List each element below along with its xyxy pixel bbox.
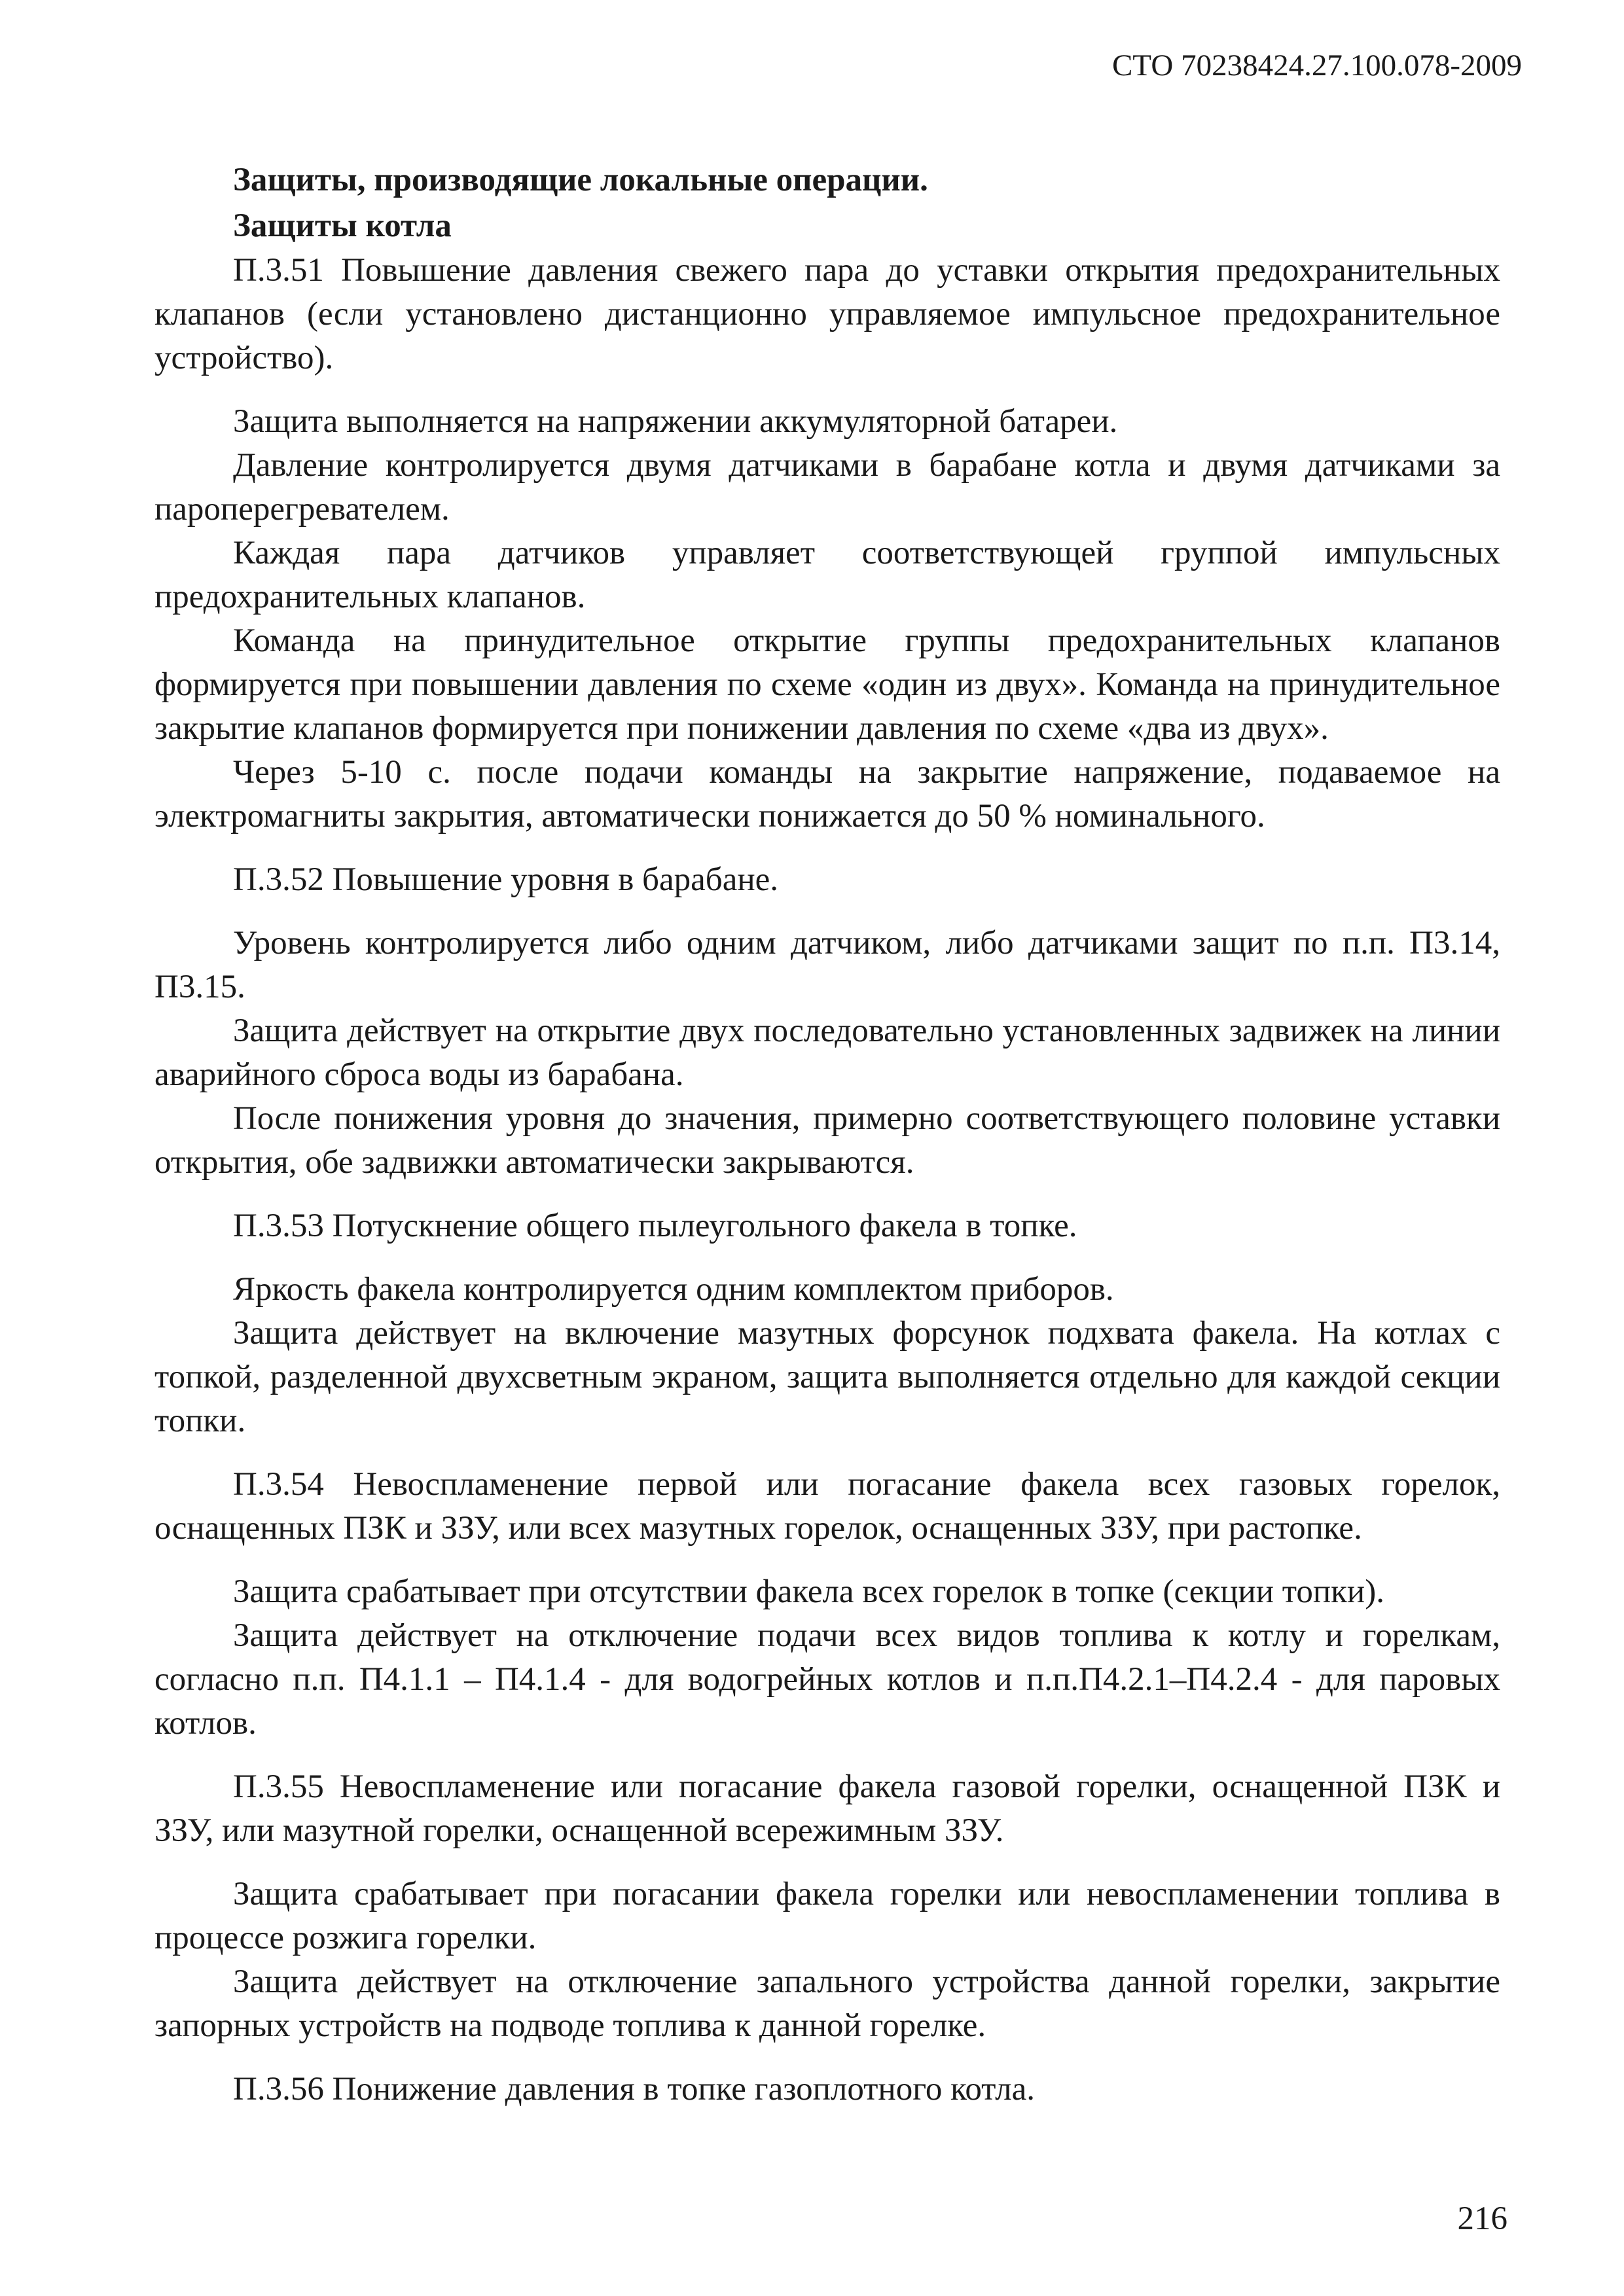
paragraph: Яркость факела контролируется одним комплектом приборов. [233,1271,1114,1308]
paragraph: Уровень контролируется либо одним датчиком, либо датчиками защит по п.п. П3.14, П3.15. [154,925,1500,1005]
paragraph: Через 5-10 с. после подачи команды на закрытие напряжение, подаваемое на электромагниты закрытия, автоматически понижается до 50 % номинального. [154,754,1500,834]
paragraph-p3-54: П.3.54 Невоспламенение первой или погасание факела всех газовых горелок, оснащенных ПЗК и ЗЗУ, или всех мазутных горелок, оснащенных ЗЗУ, при растопке. [154,1466,1500,1547]
paragraph: После понижения уровня до значения, примерно соответствующего половине уставки открытия, обе задвижки автоматически закрываются. [154,1100,1500,1181]
paragraph-p3-52: П.3.52 Повышение уровня в барабане. [233,861,779,898]
paragraph-p3-53: П.3.53 Потускнение общего пылеугольного факела в топке. [233,1208,1077,1244]
paragraph-p3-51: П.3.51 Повышение давления свежего пара до уставки открытия предохранительных клапанов (если установлено дистанционно управляемое импульсное предохранительное устройство). [154,252,1500,376]
page-number: 216 [1457,2200,1507,2237]
paragraph-p3-56: П.3.56 Понижение давления в топке газоплотного котла. [233,2071,1035,2108]
paragraph: Защита срабатывает при отсутствии факела всех горелок в топке (секции топки). [233,1573,1384,1610]
document-code: СТО 70238424.27.100.078-2009 [1111,48,1522,82]
section-heading: Защиты, производящие локальные операции. [233,162,928,198]
paragraph: Защита действует на открытие двух последовательно установленных задвижек на линии аварийного сброса воды из барабана. [154,1013,1500,1093]
paragraph: Защита срабатывает при погасании факела горелки или невоспламенении топлива в процессе розжига горелки. [154,1876,1500,1956]
subsection-heading: Защиты котла [233,207,452,244]
paragraph: Защита действует на отключение запального устройства данной горелки, закрытие запорных устройств на подводе топлива к данной горелке. [154,1964,1500,2044]
paragraph: Защита действует на включение мазутных форсунок подхвата факела. На котлах с топкой, разделенной двухсветным экраном, защита выполняется отдельно для каждой секции топки. [154,1315,1500,1439]
paragraph: Защита выполняется на напряжении аккумуляторной батареи. [233,403,1118,440]
paragraph: Каждая пара датчиков управляет соответствующей группой импульсных предохранительных клапанов. [154,535,1500,615]
page-body [154,157,1500,2111]
paragraph: Команда на принудительное открытие группы предохранительных клапанов формируется при повышении давления по схеме «один из двух». Команда на принудительное закрытие клапанов формируется при понижении давления по схеме «два из двух». [154,622,1500,747]
paragraph-p3-55: П.3.55 Невоспламенение или погасание факела газовой горелки, оснащенной ПЗК и ЗЗУ, или мазутной горелки, оснащенной всережимным ЗЗУ. [154,1768,1500,1849]
paragraph: Защита действует на отключение подачи всех видов топлива к котлу и горелкам, согласно п.п. П4.1.1 – П4.1.4 - для водогрейных котлов и п.п.П4.2.1–П4.2.4 - для паровых котлов. [154,1617,1500,1742]
paragraph: Давление контролируется двумя датчиками в барабане котла и двумя датчиками за пароперегревателем. [154,447,1500,528]
